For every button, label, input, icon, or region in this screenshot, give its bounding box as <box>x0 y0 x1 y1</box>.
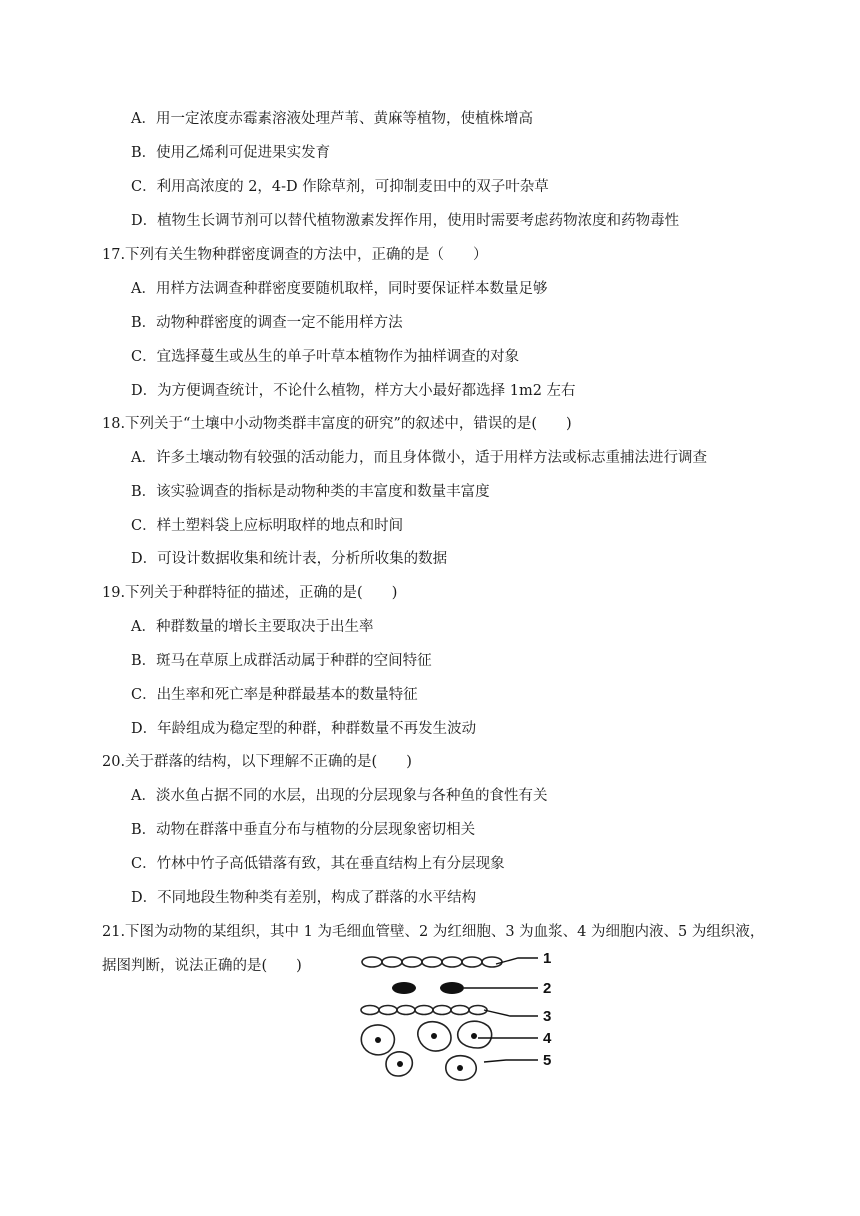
q21-stem-line1: 21.下图为动物的某组织，其中 1 为毛细血管壁、2 为红细胞、3 为血浆、4 为细胞内液、5 为组织液， <box>102 924 765 940</box>
q20-option-d: D．不同地段生物种类有差别，构成了群落的水平结构 <box>131 890 477 906</box>
q17-option-d: D．为方便调查统计，不论什么植物，样方大小最好都选择 1m2 左右 <box>131 383 576 399</box>
figure-label-2: 2 <box>543 980 552 997</box>
q20-option-c: C．竹林中竹子高低错落有致，其在垂直结构上有分层现象 <box>131 856 505 872</box>
figure-label-5: 5 <box>543 1052 552 1069</box>
tissue-cells <box>361 1021 491 1080</box>
q18-stem: 18.下列关于“土壤中小动物类群丰富度的研究”的叙述中，错误的是( ) <box>102 416 572 432</box>
cell-nuclei <box>375 1033 477 1071</box>
q19-option-c: C．出生率和死亡率是种群最基本的数量特征 <box>131 687 418 703</box>
q16-option-d: D．植物生长调节剂可以替代植物激素发挥作用，使用时需要考虑药物浓度和药物毒性 <box>131 213 680 229</box>
q19-option-b: B．斑马在草原上成群活动属于种群的空间特征 <box>131 653 432 669</box>
figure-label-3: 3 <box>543 1008 552 1025</box>
red-blood-cells <box>392 982 464 994</box>
q20-stem: 20.关于群落的结构，以下理解不正确的是( ) <box>102 754 412 770</box>
q18-option-a: A．许多土壤动物有较强的活动能力，而且身体微小，适于用样方法或标志重捕法进行调查 <box>131 450 707 466</box>
q16-option-b: B．使用乙烯利可促进果实发育 <box>131 145 331 161</box>
q18-option-d: D．可设计数据收集和统计表，分析所收集的数据 <box>131 551 448 567</box>
q19-option-a: A．种群数量的增长主要取决于出生率 <box>131 619 374 635</box>
q16-option-c: C．利用高浓度的 2，4-D 作除草剂，可抑制麦田中的双子叶杂草 <box>131 179 549 195</box>
q20-option-a: A．淡水鱼占据不同的水层，出现的分层现象与各种鱼的食性有关 <box>131 788 548 804</box>
tissue-diagram <box>350 948 572 1084</box>
q19-stem: 19.下列关于种群特征的描述，正确的是( ) <box>102 585 398 601</box>
q16-option-a: A．用一定浓度赤霉素溶液处理芦苇、黄麻等植物，使植株增高 <box>131 111 533 127</box>
capillary-wall-top <box>362 957 502 967</box>
q18-option-b: B．该实验调查的指标是动物种类的丰富度和数量丰富度 <box>131 484 490 500</box>
q21-stem-line2: 据图判断，说法正确的是( ) <box>102 958 302 974</box>
q20-option-b: B．动物在群落中垂直分布与植物的分层现象密切相关 <box>131 822 476 838</box>
q17-option-c: C．宜选择蔓生或丛生的单子叶草本植物作为抽样调查的对象 <box>131 349 520 365</box>
q17-option-b: B．动物种群密度的调查一定不能用样方法 <box>131 315 403 331</box>
leader-lines <box>464 958 538 1062</box>
q18-option-c: C．样土塑料袋上应标明取样的地点和时间 <box>131 518 404 534</box>
capillary-wall-bottom <box>361 1006 487 1015</box>
q17-stem: 17.下列有关生物种群密度调查的方法中，正确的是（ ） <box>102 247 488 263</box>
q17-option-a: A．用样方法调查种群密度要随机取样，同时要保证样本数量足够 <box>131 281 548 297</box>
figure-label-1: 1 <box>543 950 552 967</box>
q19-option-d: D．年龄组成为稳定型的种群，种群数量不再发生波动 <box>131 721 477 737</box>
figure-label-4: 4 <box>543 1030 552 1047</box>
